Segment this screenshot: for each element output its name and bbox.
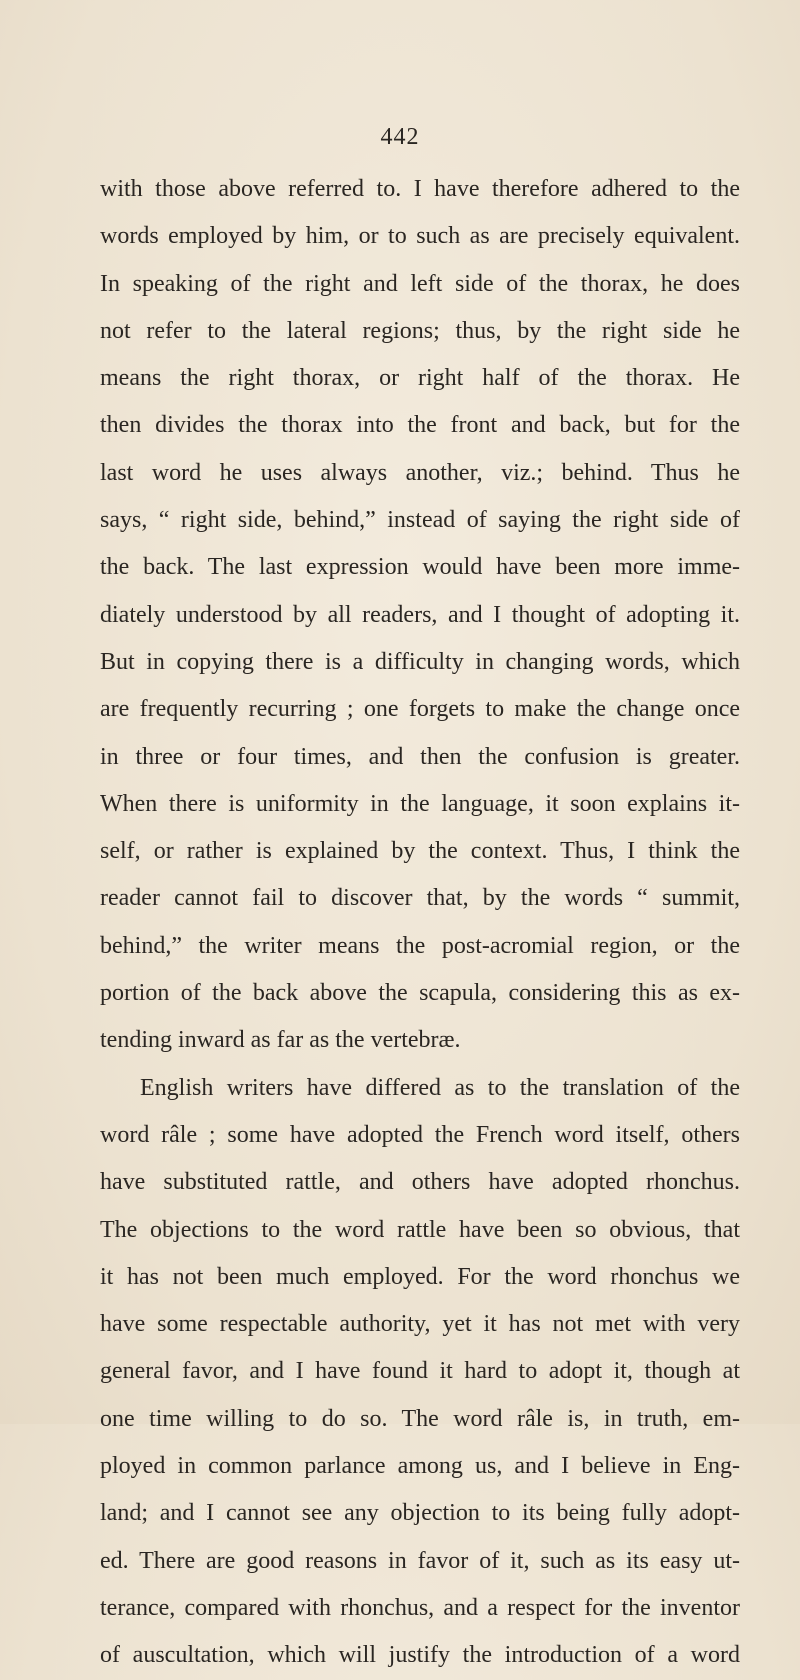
text-line: word râle ; some have adopted the French word itself, others [100,1121,740,1148]
paragraph-start-line: English writers have differed as to the translation of the [140,1074,740,1101]
text-line: of auscultation, which will justify the introduction of a word [100,1642,740,1669]
text-line: last word he uses always another, viz.; behind. Thus he [100,459,740,486]
text-line: in three or four times, and then the confusion is greater. [100,743,740,770]
text-line: says, “ right side, behind,” instead of saying the right side of [100,507,740,534]
text-line: diately understood by all readers, and I thought of adopting it. [100,601,740,628]
body-text [100,166,740,1680]
text-line: means the right thorax, or right half of the thorax. He [100,365,740,392]
text-line: it has not been much employed. For the word rhonchus we [100,1263,740,1290]
text-line: general favor, and I have found it hard to adopt it, though at [100,1358,740,1385]
text-line: then divides the thorax into the front and back, but for the [100,412,740,439]
text-line: with those above referred to. I have therefore adhered to the [100,176,740,202]
text-line: self, or rather is explained by the context. Thus, I think the [100,838,740,865]
text-line: are frequently recurring ; one forgets to make the change once [100,696,740,723]
text-line: one time willing to do so. The word râle is, in truth, em- [100,1405,740,1432]
text-line: words employed by him, or to such as are precisely equivalent. [100,223,740,250]
text-line: have some respectable authority, yet it has not met with very [100,1311,740,1338]
text-line: portion of the back above the scapula, considering this as ex- [100,980,740,1007]
text-line: have substituted rattle, and others have adopted rhonchus. [100,1169,740,1196]
text-line: In speaking of the right and left side of the thorax, he does [100,270,740,297]
text-line: When there is uniformity in the language, it soon explains it- [100,790,740,817]
text-line: reader cannot fail to discover that, by the words “ summit, [100,885,740,912]
paragraph-end-line: tending inward as far as the vertebræ. [100,1027,461,1054]
text-line: not refer to the lateral regions; thus, by the right side he [100,317,740,344]
text-line: the back. The last expression would have been more imme- [100,554,740,581]
text-line: terance, compared with rhonchus, and a respect for the inventor [100,1594,740,1621]
text-line: land; and I cannot see any objection to its being fully adopt- [100,1500,740,1527]
page-number: 442 [380,124,420,150]
text-line: The objections to the word rattle have been so obvious, that [100,1216,740,1243]
text-line: ployed in common parlance among us, and I believe in Eng- [100,1453,740,1480]
text-line: But in copying there is a difficulty in changing words, which [100,648,740,675]
text-line: ed. There are good reasons in favor of it, such as its easy ut- [100,1547,740,1574]
text-line: behind,” the writer means the post-acromial region, or the [100,932,740,959]
